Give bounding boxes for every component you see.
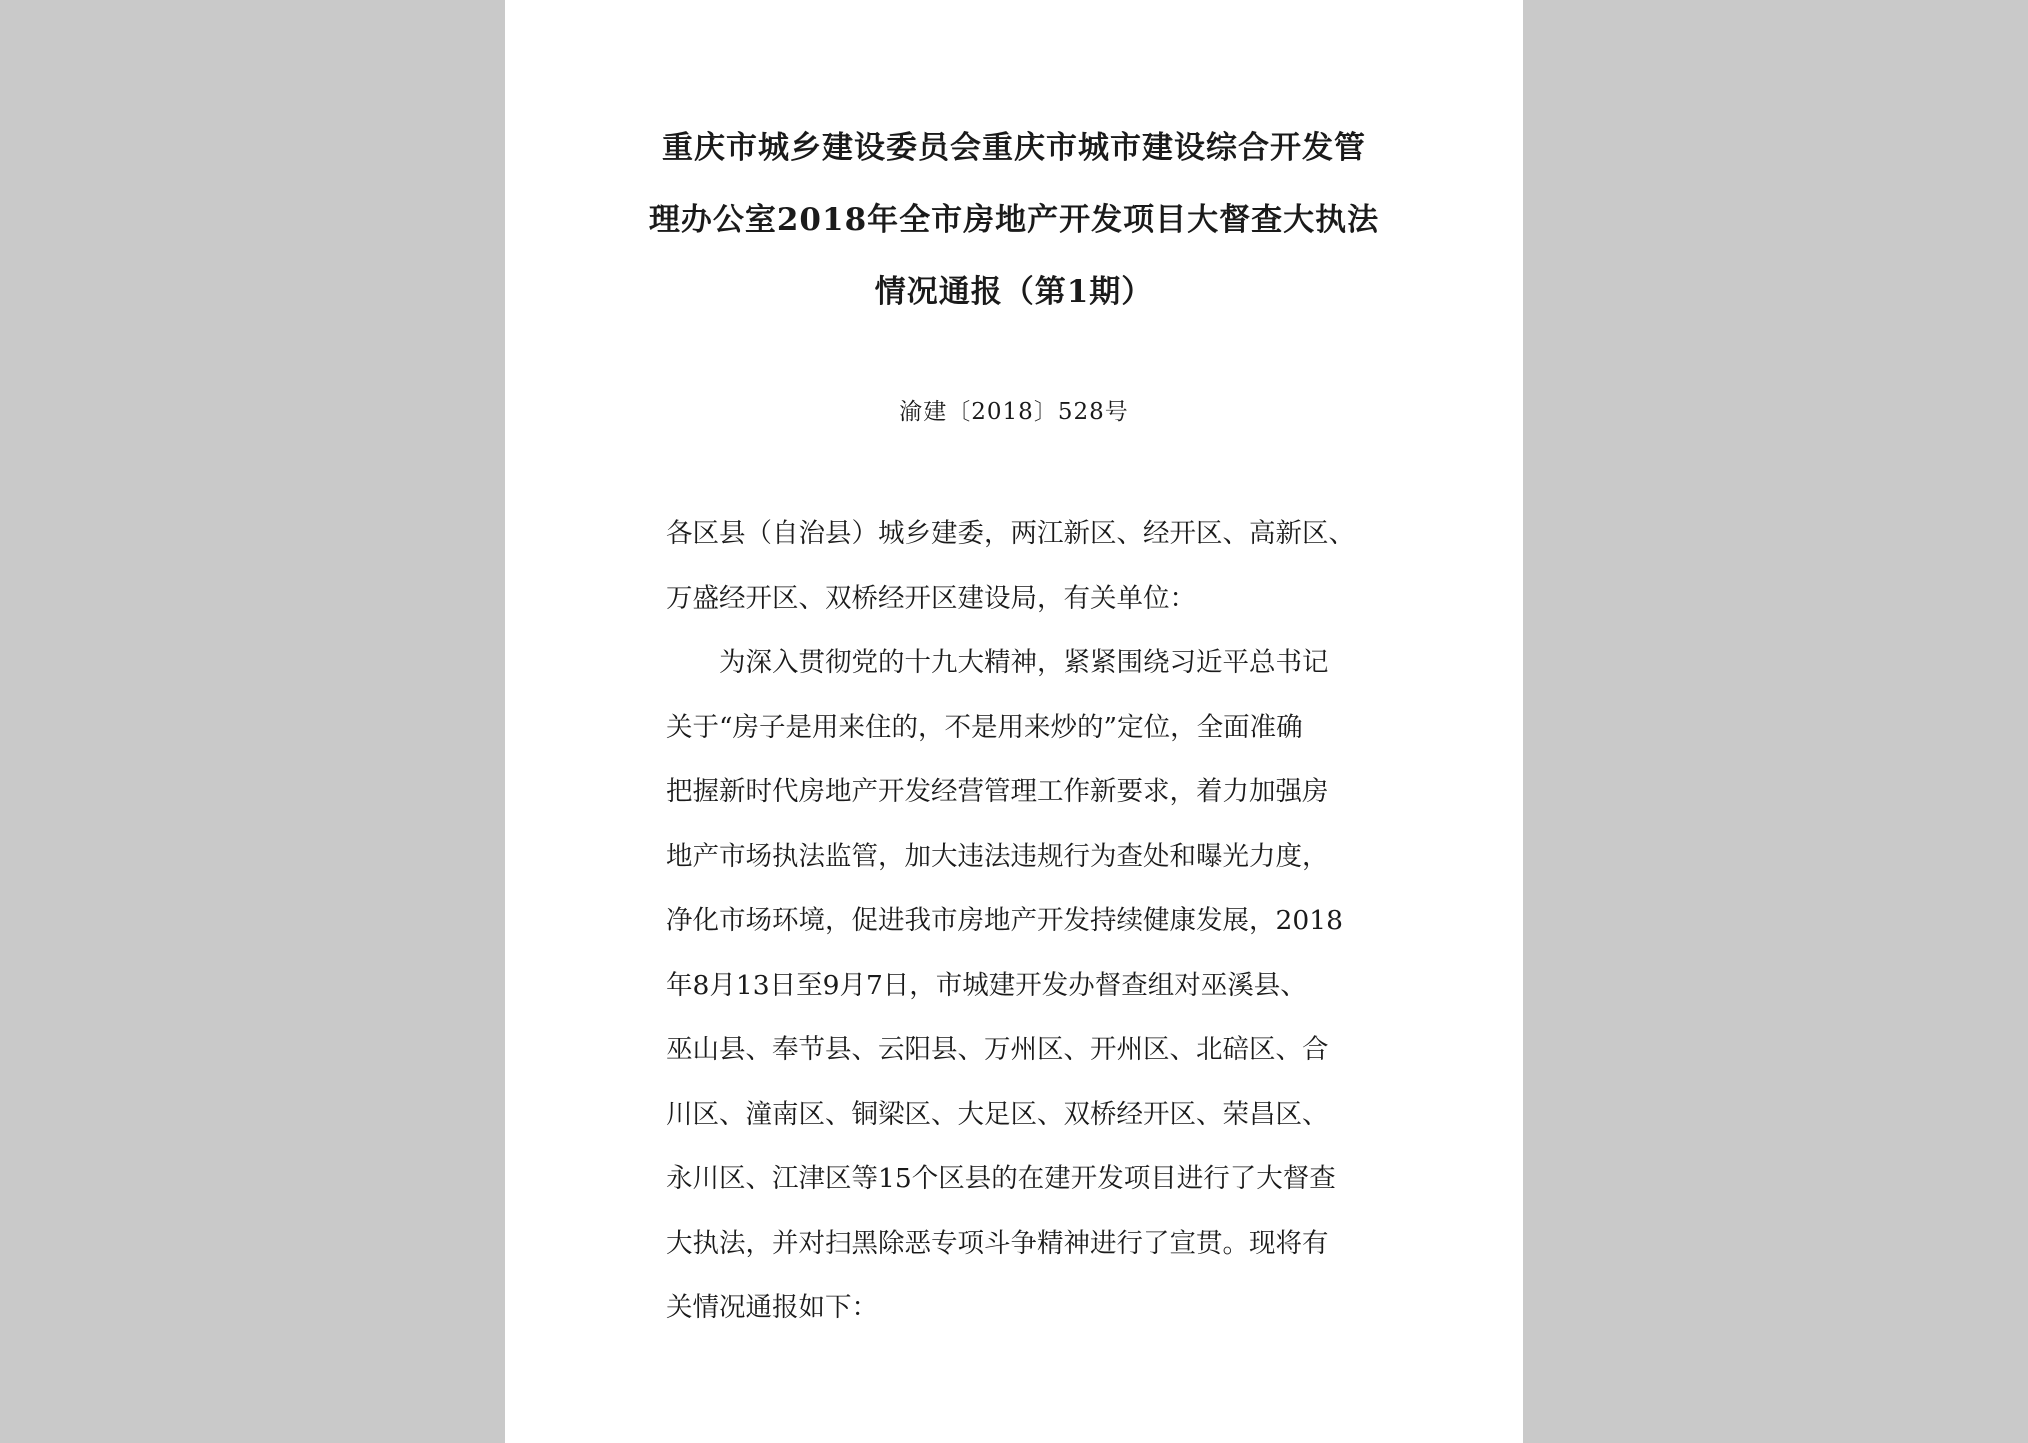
body-line: 关于“房子是用来住的，不是用来炒的”定位，全面准确 <box>666 711 1303 743</box>
body-line: 把握新时代房地产开发经营管理工作新要求，着力加强房 <box>666 776 1329 807</box>
body-line: 大执法，并对扫黑除恶专项斗争精神进行了宣贯。现将有 <box>666 1227 1329 1259</box>
document-number: 渝建〔2018〕528号 <box>899 399 1129 425</box>
title-line: 情况通报（第1期） <box>874 274 1154 310</box>
document-body <box>666 502 1386 1341</box>
document-page <box>505 0 1523 1443</box>
body-line: 川区、潼南区、铜梁区、大足区、双桥经开区、荣昌区、 <box>666 1098 1329 1130</box>
body-line: 关情况通报如下： <box>666 1292 878 1323</box>
body-line: 地产市场执法监管，加大违法违规行为查处和曝光力度， <box>666 840 1329 872</box>
title-line: 理办公室2018年全市房地产开发项目大督查大执法 <box>648 202 1380 238</box>
document-title <box>505 112 1523 328</box>
body-line: 巫山县、奉节县、云阳县、万州区、开州区、北碚区、合 <box>666 1034 1329 1065</box>
body-line: 为深入贯彻党的十九大精神，紧紧围绕习近平总书记 <box>719 647 1329 678</box>
title-line: 重庆市城乡建设委员会重庆市城市建设综合开发管 <box>662 130 1366 166</box>
body-line: 净化市场环境，促进我市房地产开发持续健康发展，2018 <box>666 905 1343 936</box>
body-line: 万盛经开区、双桥经开区建设局，有关单位： <box>666 582 1196 614</box>
body-line: 年8月13日至9月7日，市城建开发办督查组对巫溪县、 <box>666 969 1307 1001</box>
body-line: 永川区、江津区等15个区县的在建开发项目进行了大督查 <box>666 1163 1336 1194</box>
body-line: 各区县（自治县）城乡建委，两江新区、经开区、高新区、 <box>666 518 1355 549</box>
